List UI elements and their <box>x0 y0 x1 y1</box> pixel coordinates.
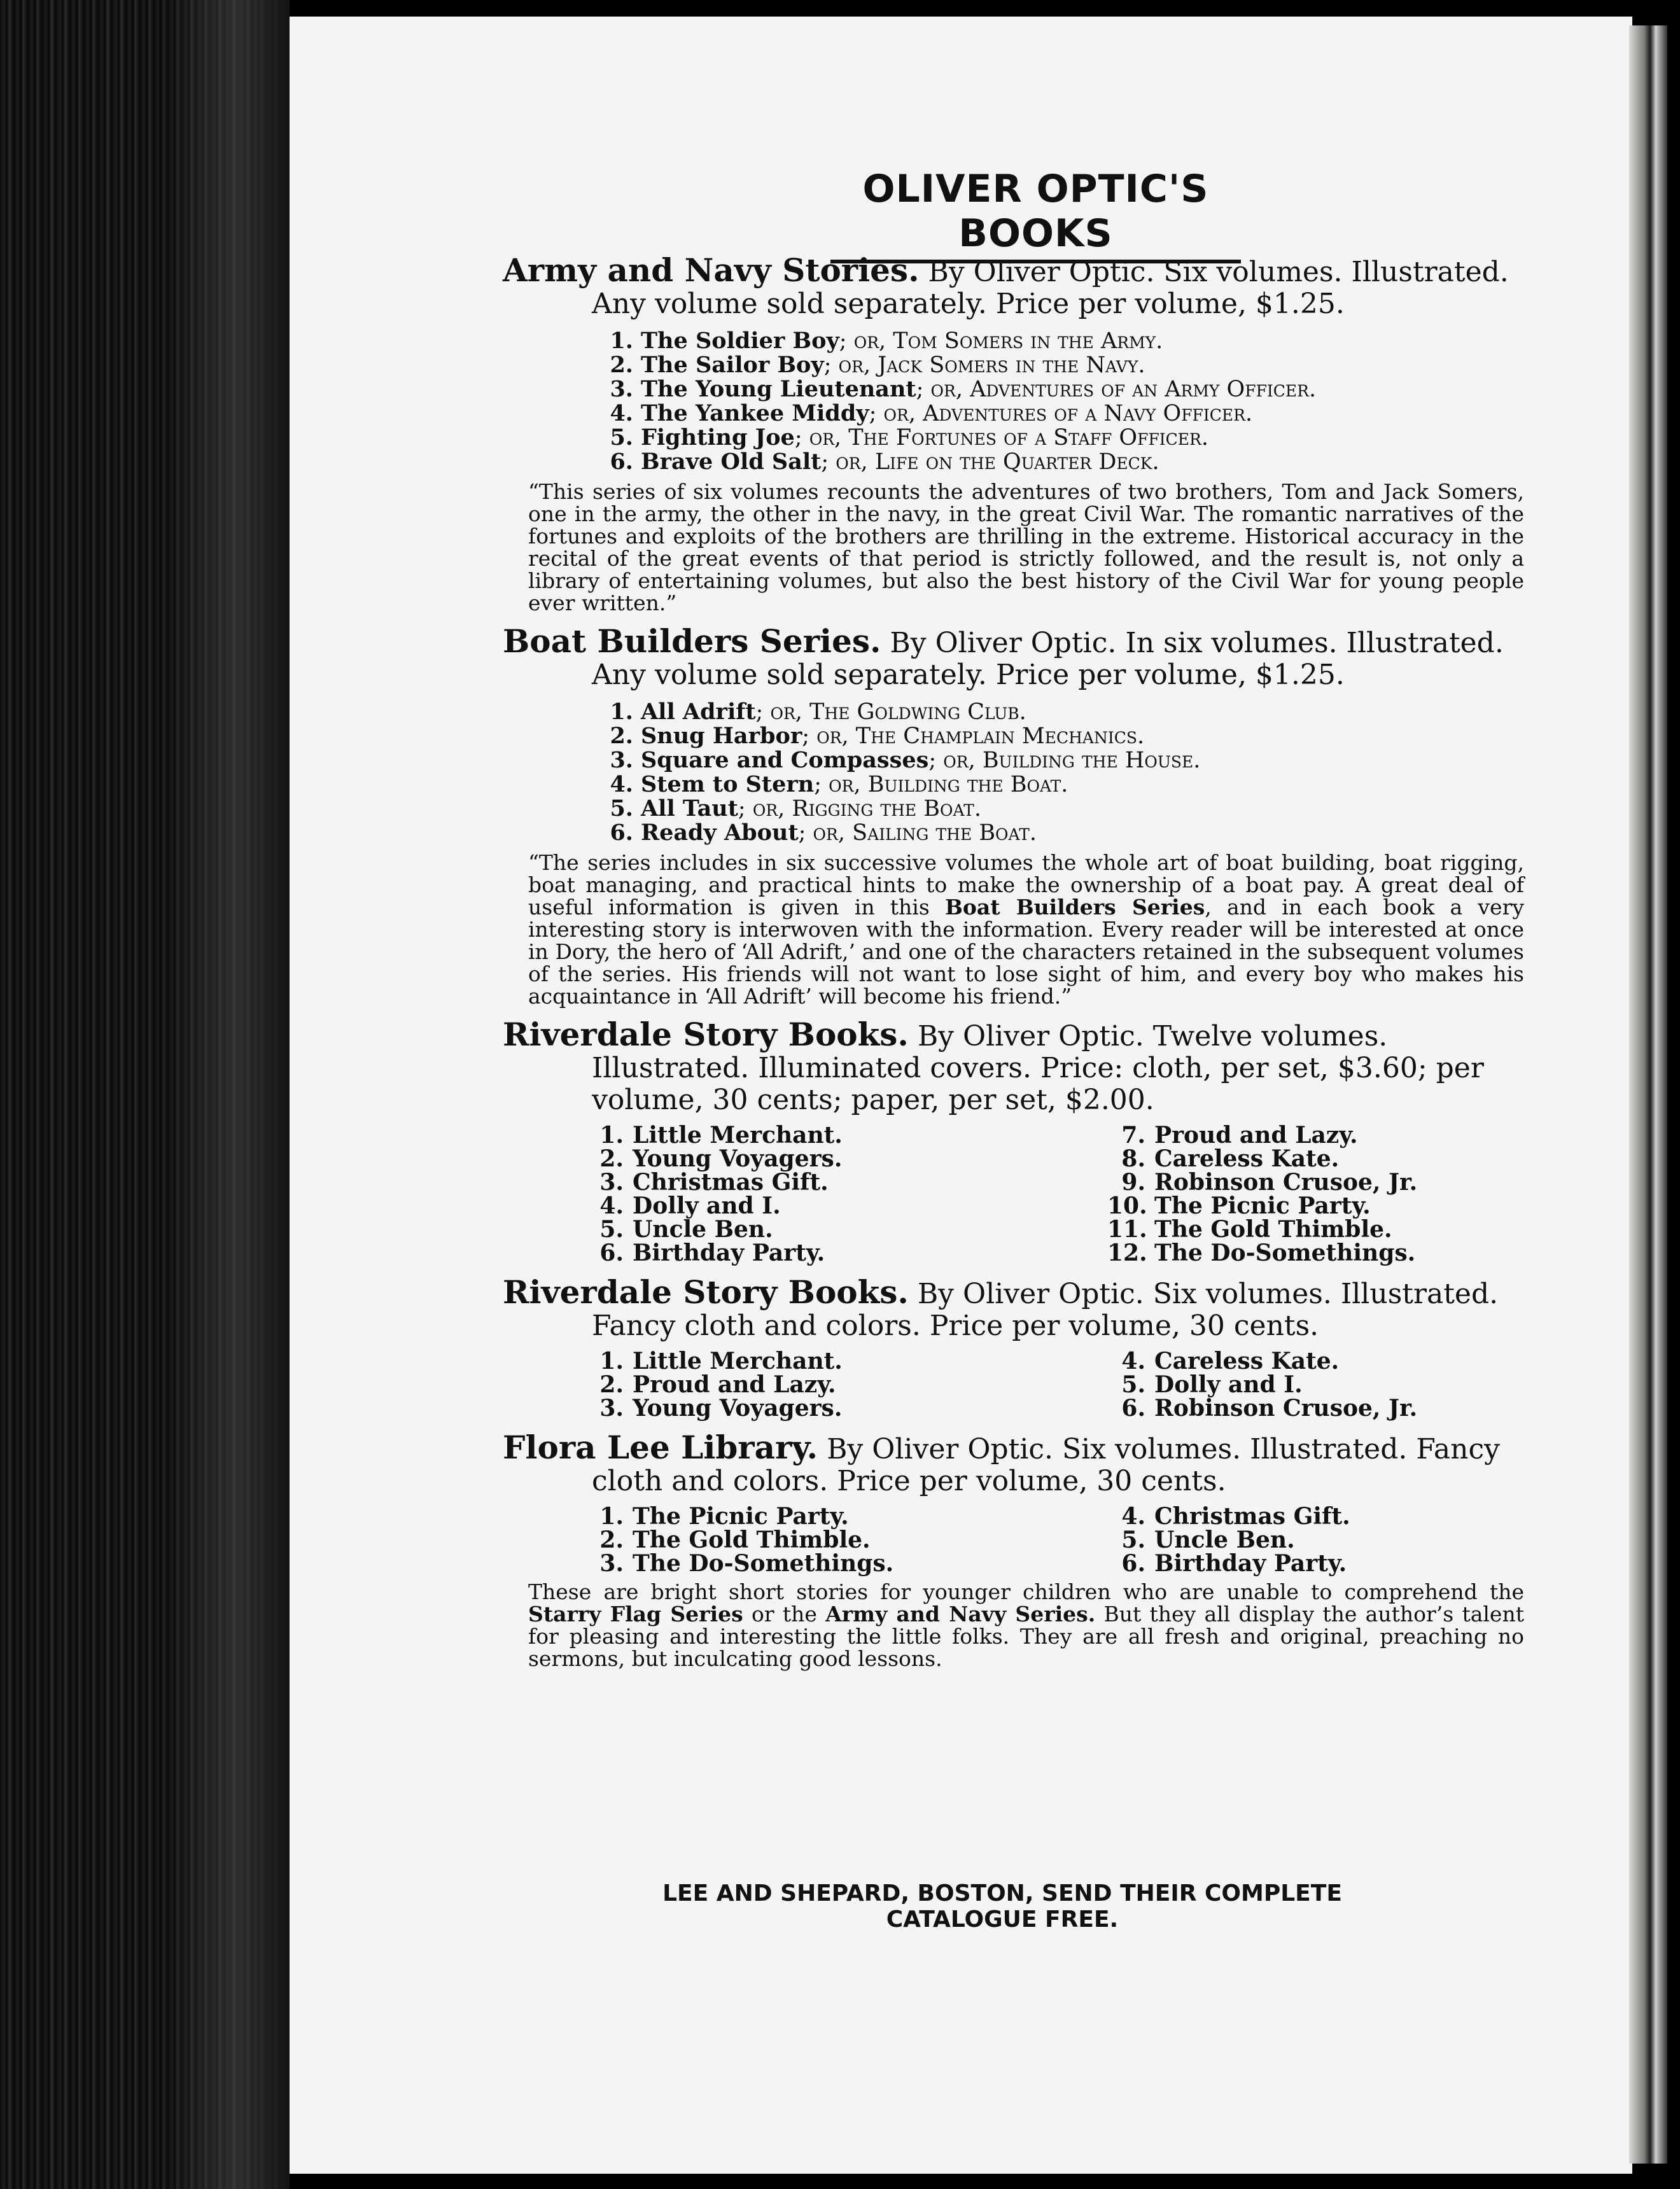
item-subtitle: ; or, The Champlain Mechanics. <box>802 724 1145 749</box>
item-title: Stem to Stern <box>641 771 815 797</box>
list-item <box>585 1147 1107 1171</box>
item-title: Dolly and I. <box>1154 1371 1303 1398</box>
series-review-quote <box>528 851 1524 1007</box>
volume-column-left <box>585 1124 1107 1265</box>
item-number: 3. <box>610 747 633 773</box>
item-title: Careless Kate. <box>1154 1145 1340 1172</box>
item-number: 2. <box>599 1527 624 1553</box>
list-item <box>1107 1171 1553 1194</box>
item-title: The Gold Thimble. <box>1154 1216 1392 1243</box>
list-item <box>1107 1373 1553 1397</box>
section-heading <box>503 1429 1524 1497</box>
item-title: Robinson Crusoe, Jr. <box>1154 1169 1418 1196</box>
list-item <box>585 1218 1107 1241</box>
list-item <box>585 1552 1107 1576</box>
section-flora-lee <box>503 1429 1524 1671</box>
list-item <box>598 329 1524 353</box>
item-title: Square and Compasses <box>641 747 929 773</box>
list-item <box>585 1373 1107 1397</box>
item-number: 6. <box>1121 1550 1145 1577</box>
note-series-name: Army and Navy Series. <box>825 1602 1096 1626</box>
list-item <box>585 1397 1107 1420</box>
item-title: Christmas Gift. <box>1154 1503 1350 1530</box>
series-details: By Oliver Optic. Twelve volumes. Illustrated. Illuminated covers. Price: cloth, per set, $3.60; per volume, 30 cents; paper, per set, $2.00. <box>592 1020 1484 1116</box>
list-item <box>598 450 1524 474</box>
page-content <box>503 251 1524 1681</box>
item-title: The Picnic Party. <box>1154 1192 1371 1219</box>
series-details: By Oliver Optic. Six volumes. Illustrated. Any volume sold separately. Price per volume, $1.25. <box>592 256 1509 320</box>
note-text: These are bright short stories for younger children who are unable to comprehend the <box>528 1579 1524 1604</box>
item-number: 2. <box>610 723 633 749</box>
series-review-quote: “This series of six volumes recounts the adventures of two brothers, Tom and Jack Somers, one in the army, the other in the navy, in the great Civil War. The romantic narratives of the fortunes and exploits of the brothers are thrilling in the extreme. Historical accuracy in the recital of the great events of that period is strictly followed, and the result is, not only a library of entertaining volumes, but also the best history of the Civil War for young people ever written.” <box>528 479 1524 615</box>
item-subtitle: ; or, Building the House. <box>928 748 1201 773</box>
list-item <box>598 773 1524 797</box>
quote-text: , and in each book a very interesting story is interwoven with the information. Every reader will be interested at once in Dory, the hero of ‘All Adrift,’ and one of the characters retained in the subsequent volumes of the series. His friends will not want to lose sight of him, and every boy who makes his acquaintance in ‘All Adrift’ will become his friend.” <box>528 895 1524 1009</box>
volume-column-right <box>1107 1505 1553 1576</box>
list-item <box>1107 1218 1553 1241</box>
item-title: Fighting Joe <box>641 424 795 451</box>
list-item <box>598 797 1524 821</box>
item-number: 1. <box>599 1503 624 1530</box>
list-item <box>1107 1241 1553 1265</box>
item-number: 11. <box>1107 1216 1147 1243</box>
volume-column-left <box>585 1505 1107 1576</box>
item-number: 6. <box>610 820 633 846</box>
item-number: 3. <box>599 1169 624 1196</box>
list-item <box>598 748 1524 773</box>
item-title: All Adrift <box>641 699 756 725</box>
item-title: The Do-Somethings. <box>633 1550 894 1577</box>
quote-series-name: Boat Builders Series <box>945 895 1205 920</box>
series-note <box>528 1581 1524 1670</box>
item-subtitle: ; or, Tom Somers in the Army. <box>839 328 1163 354</box>
list-item <box>585 1528 1107 1552</box>
list-item <box>598 700 1524 724</box>
section-heading <box>503 1016 1524 1116</box>
item-number: 3. <box>599 1395 624 1422</box>
list-item <box>585 1171 1107 1194</box>
item-number: 5. <box>610 795 633 822</box>
list-item <box>1107 1147 1553 1171</box>
item-number: 5. <box>610 424 633 451</box>
item-title: Uncle Ben. <box>1154 1527 1295 1553</box>
item-title: The Yankee Middy <box>641 400 869 426</box>
volume-column-right <box>1107 1124 1553 1265</box>
item-title: Brave Old Salt <box>641 449 822 475</box>
volume-column-left <box>585 1350 1107 1420</box>
item-subtitle: ; or, Adventures of a Navy Officer. <box>869 401 1253 426</box>
item-subtitle: ; or, Sailing the Boat. <box>798 820 1037 846</box>
item-number: 3. <box>599 1550 624 1577</box>
item-number: 4. <box>1121 1348 1145 1374</box>
volume-grid <box>585 1124 1524 1265</box>
item-title: Birthday Party. <box>633 1240 825 1266</box>
item-title: Proud and Lazy. <box>1154 1122 1358 1149</box>
item-title: Dolly and I. <box>633 1192 781 1219</box>
item-number: 10. <box>1107 1192 1147 1219</box>
item-number: 2. <box>599 1145 624 1172</box>
item-title: Birthday Party. <box>1154 1550 1347 1577</box>
series-title: Riverdale Story Books. <box>503 1016 909 1053</box>
item-number: 9. <box>1121 1169 1145 1196</box>
item-title: Proud and Lazy. <box>633 1371 836 1398</box>
item-title: The Young Lieutenant <box>641 376 916 402</box>
list-item <box>1107 1397 1553 1420</box>
note-text: But they all display the author’s talent for pleasing and interesting the little folks. They are all fresh and original, preaching no sermons, but inculcating good lessons. <box>528 1602 1524 1671</box>
section-riverdale-six <box>503 1273 1524 1422</box>
item-title: Snug Harbor <box>641 723 802 749</box>
series-details: By Oliver Optic. Six volumes. Illustrated. Fancy cloth and colors. Price per volume, 30 cents. <box>592 1278 1499 1342</box>
section-heading <box>503 1273 1524 1342</box>
item-number: 4. <box>610 771 633 797</box>
item-number: 7. <box>1121 1122 1145 1149</box>
list-item <box>598 353 1524 377</box>
item-number: 1. <box>599 1348 624 1374</box>
item-title: Little Merchant. <box>633 1348 843 1374</box>
list-item <box>585 1505 1107 1528</box>
list-item <box>1107 1505 1553 1528</box>
item-number: 1. <box>610 699 633 725</box>
item-number: 6. <box>610 449 633 475</box>
volume-list <box>598 329 1524 474</box>
series-title: Army and Navy Stories. <box>503 251 920 289</box>
item-number: 4. <box>599 1192 624 1219</box>
section-riverdale-twelve <box>503 1016 1524 1266</box>
section-heading <box>503 622 1524 691</box>
list-item <box>585 1194 1107 1218</box>
series-title: Flora Lee Library. <box>503 1429 818 1466</box>
item-title: Young Voyagers. <box>633 1395 843 1422</box>
item-number: 1. <box>599 1122 624 1149</box>
item-title: Robinson Crusoe, Jr. <box>1154 1395 1418 1422</box>
item-title: Little Merchant. <box>633 1122 843 1149</box>
list-item <box>1107 1124 1553 1147</box>
volume-grid <box>585 1350 1524 1420</box>
volume-grid <box>585 1505 1524 1576</box>
item-number: 5. <box>599 1216 624 1243</box>
item-title: Ready About <box>641 820 799 846</box>
list-item <box>598 377 1524 402</box>
item-number: 6. <box>1121 1395 1145 1422</box>
item-number: 3. <box>610 376 633 402</box>
list-item <box>598 821 1524 845</box>
publisher-footer: LEE AND SHEPARD, BOSTON, SEND THEIR COMPLETE CATALOGUE FREE. <box>662 1880 1342 1933</box>
list-item <box>1107 1552 1553 1576</box>
item-number: 2. <box>610 352 633 378</box>
item-number: 4. <box>610 400 633 426</box>
item-subtitle: ; or, The Fortunes of a Staff Officer. <box>794 425 1208 451</box>
list-item <box>585 1124 1107 1147</box>
right-page-edge <box>1629 25 1667 2164</box>
item-title: The Picnic Party. <box>633 1503 849 1530</box>
list-item <box>598 724 1524 748</box>
volume-column-right <box>1107 1350 1553 1420</box>
list-item <box>1107 1194 1553 1218</box>
series-details: By Oliver Optic. Six volumes. Illustrated. Fancy cloth and colors. Price per volume, 30 cents. <box>592 1433 1500 1497</box>
quote-text: “The series includes in six successive volumes the whole art of boat building, boat rigging, boat managing, and practical hints to make the ownership of a boat pay. A great deal of useful information is given in this <box>528 850 1524 920</box>
item-title: Young Voyagers. <box>633 1145 843 1172</box>
item-title: Uncle Ben. <box>633 1216 773 1243</box>
list-item <box>585 1241 1107 1265</box>
section-army-navy <box>503 251 1524 615</box>
series-title: Riverdale Story Books. <box>503 1273 909 1311</box>
item-subtitle: ; or, Building the Boat. <box>814 772 1068 797</box>
item-subtitle: ; or, Adventures of an Army Officer. <box>916 377 1317 402</box>
item-number: 12. <box>1107 1240 1147 1266</box>
item-number: 2. <box>599 1371 624 1398</box>
item-title: The Soldier Boy <box>641 328 839 354</box>
list-item <box>1107 1350 1553 1373</box>
list-item <box>585 1350 1107 1373</box>
item-subtitle: ; or, The Goldwing Club. <box>755 699 1026 725</box>
item-title: All Taut <box>641 795 738 822</box>
section-heading <box>503 251 1524 320</box>
item-number: 5. <box>1121 1527 1145 1553</box>
item-title: The Sailor Boy <box>641 352 824 378</box>
note-series-name: Starry Flag Series <box>528 1602 743 1626</box>
item-number: 1. <box>610 328 633 354</box>
note-text: or the <box>743 1602 826 1626</box>
item-title: The Gold Thimble. <box>633 1527 871 1553</box>
item-title: Careless Kate. <box>1154 1348 1340 1374</box>
list-item <box>1107 1528 1553 1552</box>
series-title: Boat Builders Series. <box>503 622 881 660</box>
item-number: 8. <box>1121 1145 1145 1172</box>
item-subtitle: ; or, Rigging the Boat. <box>738 796 981 822</box>
item-subtitle: ; or, Life on the Quarter Deck. <box>821 449 1159 475</box>
item-number: 5. <box>1121 1371 1145 1398</box>
list-item <box>598 426 1524 450</box>
page-title: OLIVER OPTIC'S BOOKS <box>830 167 1241 263</box>
volume-list <box>598 700 1524 845</box>
section-boat-builders <box>503 622 1524 1009</box>
item-subtitle: ; or, Jack Somers in the Navy. <box>823 353 1145 378</box>
item-title: Christmas Gift. <box>633 1169 829 1196</box>
item-title: The Do-Somethings. <box>1154 1240 1416 1266</box>
item-number: 6. <box>599 1240 624 1266</box>
book-spine-edge <box>0 0 290 2189</box>
series-details: By Oliver Optic. In six volumes. Illustrated. Any volume sold separately. Price per volume, $1.25. <box>592 627 1504 691</box>
item-number: 4. <box>1121 1503 1145 1530</box>
list-item <box>598 402 1524 426</box>
